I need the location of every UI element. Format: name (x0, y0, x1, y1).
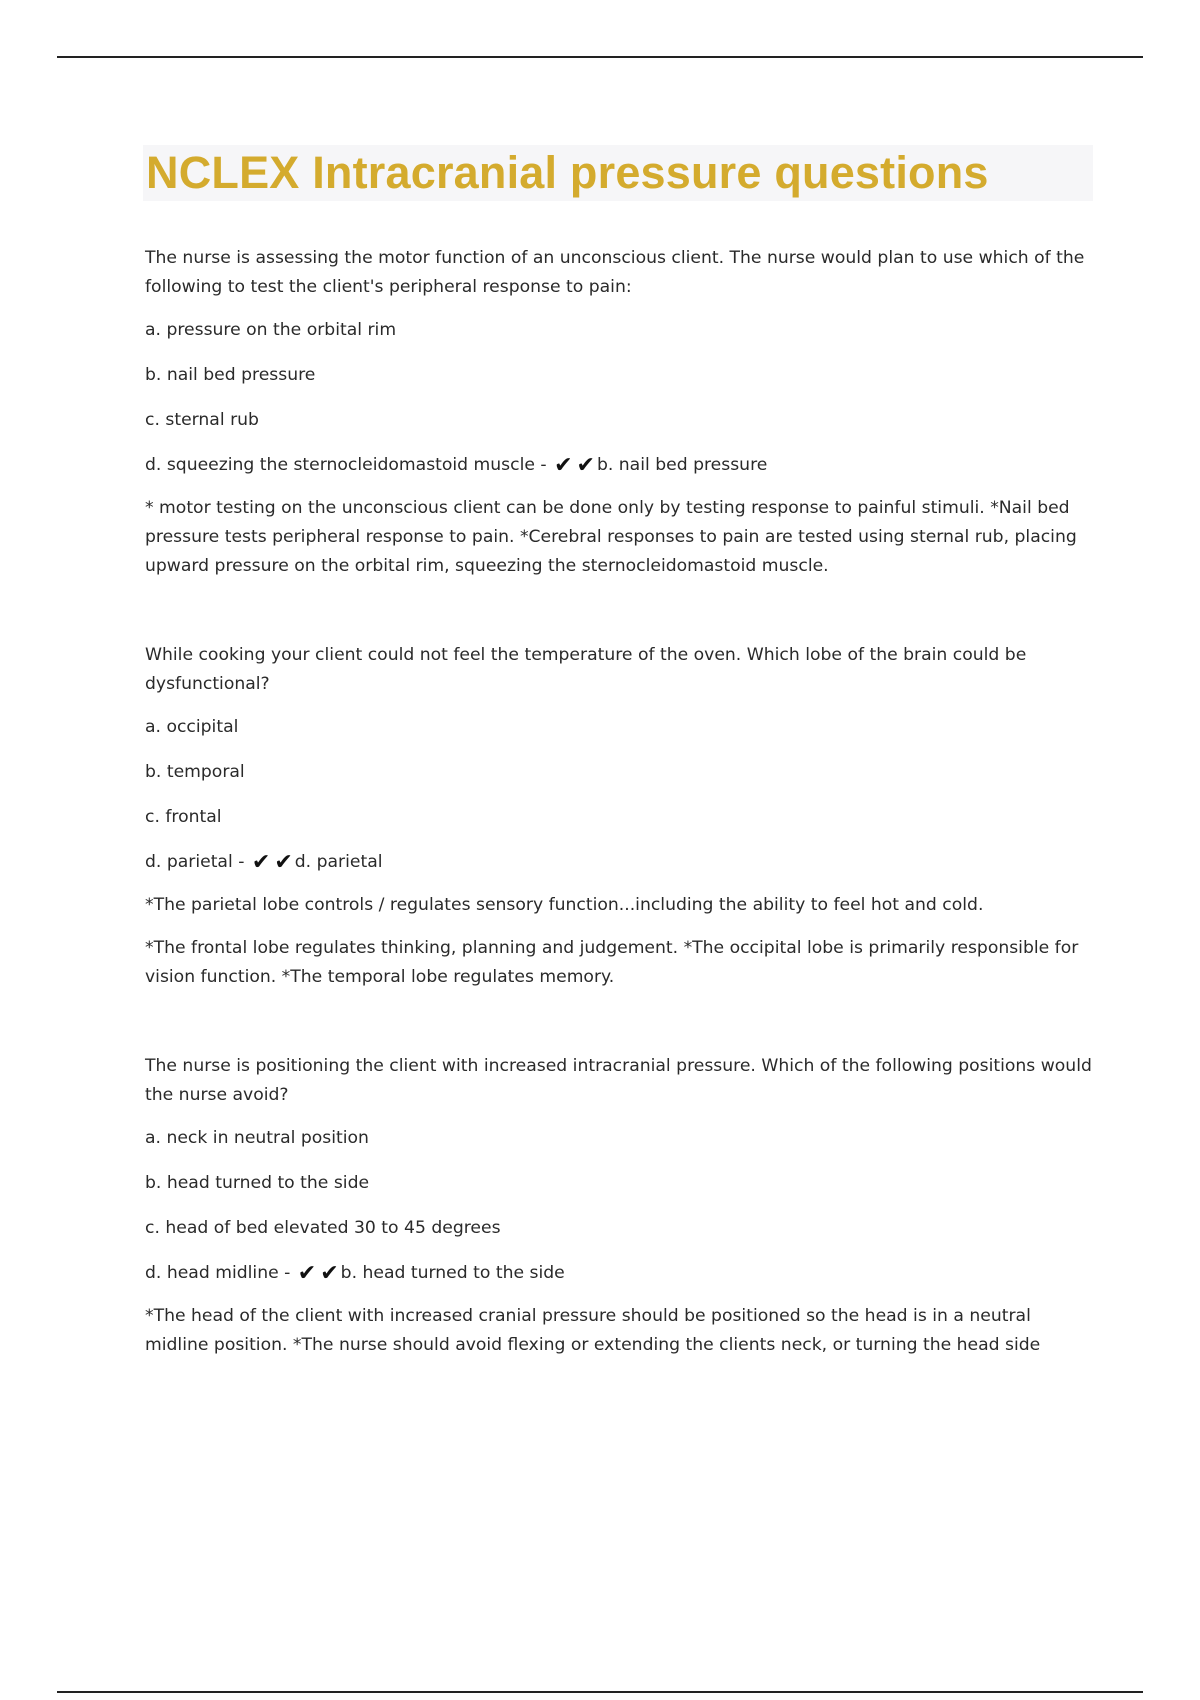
rationale: *The frontal lobe regulates thinking, planning and judgement. *The occipital lobe is primarily responsible for vision function. *The temporal lobe regulates memory. (145, 938, 1079, 987)
option-a: a. pressure on the orbital rim (145, 320, 397, 340)
question-stem: The nurse is assessing the motor function of an unconscious client. The nurse would plan to use which of the following to test the client's peripheral response to pain: (145, 248, 1085, 297)
option-d-with-answer (145, 451, 1097, 480)
question-3 (145, 1052, 1097, 1360)
checkmark-icon: ✔ (320, 1261, 339, 1286)
option-b: b. head turned to the side (145, 1173, 370, 1193)
bottom-rule (57, 1691, 1143, 1693)
document-body (145, 244, 1097, 1374)
rationale: *The head of the client with increased cranial pressure should be positioned so the head is in a neutral midline position. *The nurse should avoid flexing or extending the clients neck, or turning the head side (145, 1306, 1041, 1355)
checkmark-icon: ✔ (251, 850, 271, 875)
question-spacer (145, 595, 1097, 641)
question-stem: The nurse is positioning the client with increased intracranial pressure. Which of the following positions would the nurse avoid? (145, 1056, 1092, 1105)
checkmark-icon: ✔ (274, 850, 293, 875)
option-c: c. sternal rub (145, 410, 259, 430)
option-d-with-answer (145, 848, 1097, 877)
rationale: * motor testing on the unconscious client can be done only by testing response to painful stimuli. *Nail bed pressure tests peripheral response to pain. *Cerebral responses to pain are tested using sternal rub, placing upward pressure on the orbital rim, squeezing the sternocleidomastoid muscle. (145, 498, 1077, 576)
question-2 (145, 641, 1097, 992)
option-d: d. parietal - (145, 852, 245, 872)
checkmark-icon: ✔ (297, 1261, 317, 1286)
option-c: c. head of bed elevated 30 to 45 degrees (145, 1218, 501, 1238)
option-a: a. occipital (145, 717, 239, 737)
answer-text: b. nail bed pressure (596, 455, 768, 475)
answer-text: d. parietal (294, 852, 383, 872)
question-1 (145, 244, 1097, 581)
question-spacer (145, 1006, 1097, 1052)
option-c: c. frontal (145, 807, 222, 827)
option-d: d. squeezing the sternocleidomastoid muscle - (145, 455, 547, 475)
option-b: b. temporal (145, 762, 245, 782)
option-d: d. head midline - (145, 1263, 291, 1283)
option-d-with-answer (145, 1259, 1097, 1288)
document-title: NCLEX Intracranial pressure questions (146, 147, 989, 198)
option-b: b. nail bed pressure (145, 365, 316, 385)
checkmark-icon: ✔ (576, 453, 595, 478)
question-stem: While cooking your client could not feel the temperature of the oven. Which lobe of the brain could be dysfunctional? (145, 645, 1027, 694)
checkmark-icon: ✔ (554, 453, 573, 478)
top-rule (57, 56, 1143, 58)
option-a: a. neck in neutral position (145, 1128, 369, 1148)
rationale: *The parietal lobe controls / regulates sensory function...including the ability to feel hot and cold. (145, 895, 984, 915)
answer-text: b. head turned to the side (340, 1263, 565, 1283)
